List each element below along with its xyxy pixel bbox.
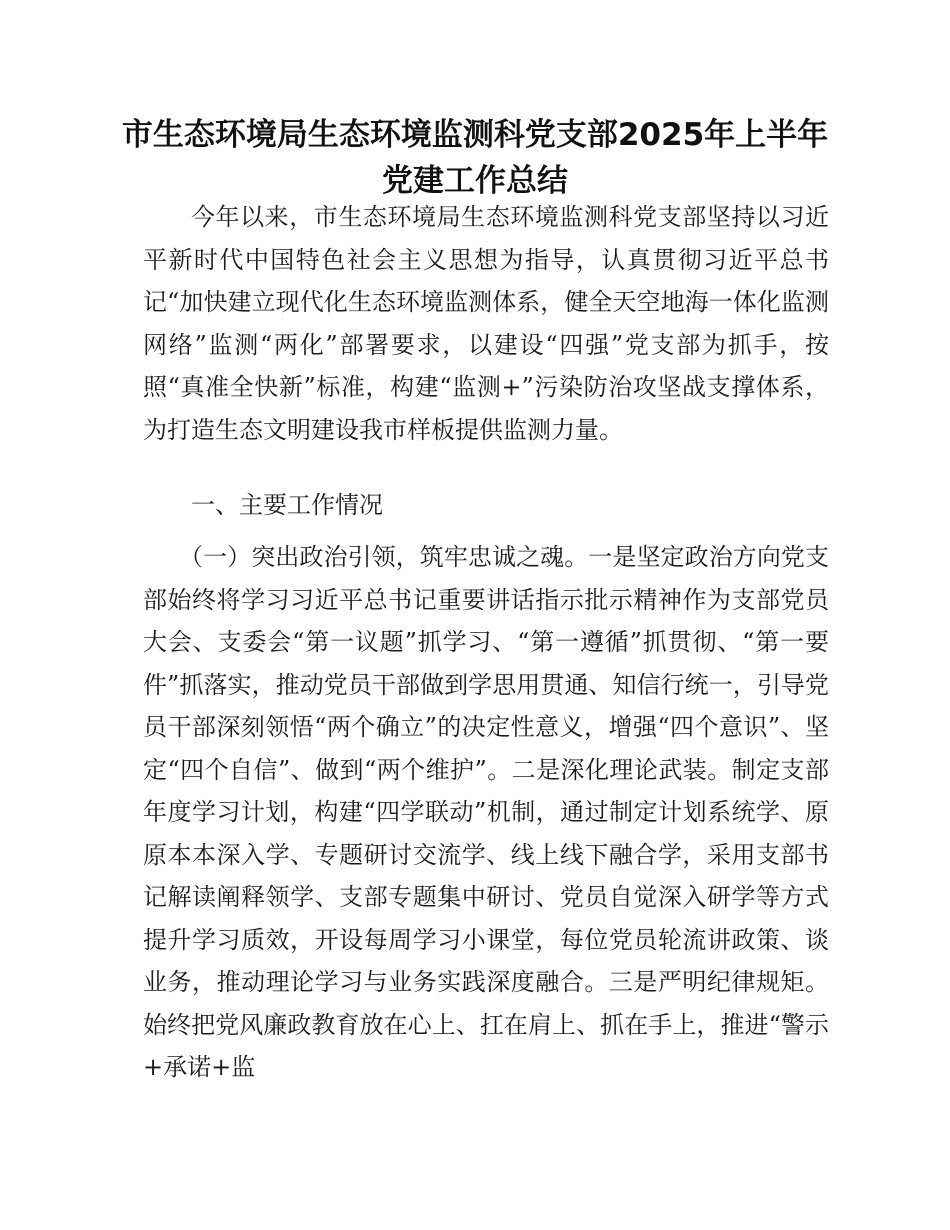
section-1-paragraph: （一）突出政治引领，筑牢忠诚之魂。一是坚定政治方向党支部始终将学习习近平总书记重要讲话指示批示精神作为支部党员大会、支委会“第一议题”抓学习、“第一遵循”抓贯彻、“第一要件”抓落实，推动党员干部做到学思用贯通、知信行统一，引导党员干部深刻领悟“两个确立”的决定性意义，增强“四个意识”、坚定“四个自信”、做到“两个维护”。二是深化理论武装。制定支部年度学习计划，构建“四学联动”机制，通过制定计划系统学、原原本本深入学、专题研讨交流学、线上线下融合学，采用支部书记解读阐释领学、支部专题集中研讨、党员自觉深入研学等方式提升学习质效，开设每周学习小课堂，每位党员轮流讲政策、谈业务，推动理论学习与业务实践深度融合。三是严明纪律规矩。始终把党风廉政教育放在心上、扛在肩上、抓在手上，推进“警示+承诺+监 (143, 543, 829, 1081)
section-heading: 一、主要工作情况 (191, 491, 383, 519)
intro-paragraph: 今年以来，市生态环境局生态环境监测科党支部坚持以习近平新时代中国特色社会主义思想为指导，认真贯彻习近平总书记“加快建立现代化生态环境监测体系，健全天空地海一体化监测网络”监测“两化”部署要求，以建设“四强”党支部为抓手，按照“真准全快新”标准，构建“监测+”污染防治攻坚战支撑体系，为打造生态文明建设我市样板提供监测力量。 (143, 203, 829, 444)
document-title: 市生态环境局生态环境监测科党支部2025年上半年党建工作总结 (121, 117, 829, 199)
